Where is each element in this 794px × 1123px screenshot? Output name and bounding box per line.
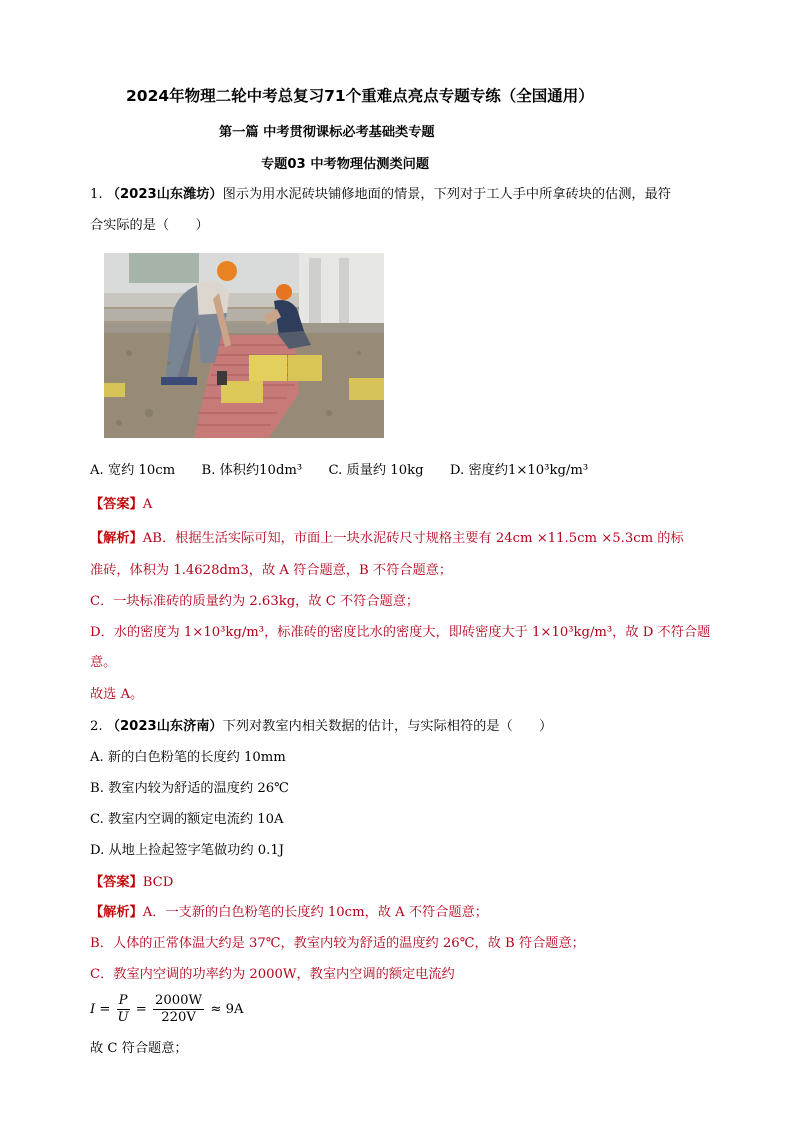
q1-analysis-line4: D．水的密度为 1×10³kg/m³，标准砖的密度比水的密度大，即砖密度大于 1×10³kg/m³，故 D 不符合题: [90, 625, 711, 640]
q2-option-c: C. 教室内空调的额定电流约 10A: [90, 812, 284, 827]
formula-den-u: U: [117, 1010, 129, 1025]
q1-number: 1.: [90, 187, 103, 202]
q1-stem-text: 图示为用水泥砖块铺修地面的情景，下列对于工人手中所拿砖块的估测，最符: [222, 187, 671, 202]
q2-option-b: B. 教室内较为舒适的温度约 26℃: [90, 781, 289, 796]
q2-analysis-line2: B．人体的正常体温大约是 37℃，教室内较为舒适的温度约 26℃，故 B 符合题意；: [90, 936, 585, 951]
current-formula: [90, 993, 243, 1027]
q1-analysis-line1: [90, 530, 684, 548]
q2-analysis-line1: [90, 904, 488, 922]
q2-number: 2.: [90, 719, 103, 734]
q1-options: A. 宽约 10cm B. 体积约10dm³ C. 质量约 10kg D. 密度约1×10³kg/m³: [90, 463, 589, 478]
q1-stem-line2: 合实际的是（ ）: [90, 218, 209, 233]
formula-fraction-pu: [117, 993, 130, 1026]
q2-option-d: D. 从地上捡起签字笔做功约 0.1J: [90, 843, 284, 858]
q1-conclusion: 故选 A。: [90, 687, 144, 702]
analysis-tag: 【解析】: [90, 905, 143, 920]
q1-analysis-line5: 意。: [90, 655, 117, 670]
photo-illustration: [99, 253, 384, 438]
q2-stem: [90, 718, 552, 736]
answer-tag: 【答案】: [90, 875, 143, 890]
q2-stem-text: 下列对教室内相关数据的估计，与实际相符的是（ ）: [222, 719, 553, 734]
q1-answer-line: [90, 496, 152, 514]
formula-num-p: P: [118, 993, 128, 1008]
analysis-tag: 【解析】: [90, 531, 143, 546]
answer-tag: 【答案】: [90, 497, 143, 512]
formula-result: ≈ 9A: [210, 1002, 244, 1017]
q1-source: （2023山东潍坊）: [106, 187, 223, 202]
q1-answer: A: [142, 497, 153, 512]
formula-den-voltage: 220V: [161, 1010, 196, 1025]
formula-num-power: 2000W: [155, 993, 203, 1008]
q2-conclusion: 故 C 符合题意；: [90, 1041, 188, 1056]
q2-analysis-text1: A．一支新的白色粉笔的长度约 10cm，故 A 不符合题意；: [142, 905, 488, 920]
q1-analysis-text1: AB．根据生活实际可知，市面上一块水泥砖尺寸规格主要有 24cm ×11.5cm ×5.3cm 的标: [142, 531, 684, 546]
q2-analysis-line3: C．教室内空调的功率约为 2000W，教室内空调的额定电流约: [90, 967, 455, 982]
q2-option-a: A. 新的白色粉笔的长度约 10mm: [90, 750, 286, 765]
formula-equals: =: [135, 1002, 147, 1017]
q1-stem-line1: [90, 186, 671, 204]
topic-heading: 专题03 中考物理估测类问题: [261, 157, 430, 172]
formula-lhs: I =: [90, 1002, 111, 1017]
document-title: 2024年物理二轮中考总复习71个重难点亮点专题专练（全国通用）: [126, 87, 594, 105]
part-heading: 第一篇 中考贯彻课标必考基础类专题: [219, 125, 435, 140]
q2-source: （2023山东济南）: [106, 719, 223, 734]
q1-analysis-line2: 准砖，体积为 1.4628dm3，故 A 符合题意，B 不符合题意；: [90, 563, 453, 578]
workers-laying-bricks-photo: [99, 253, 384, 438]
formula-fraction-values: [153, 993, 204, 1026]
q2-answer: BCD: [142, 875, 174, 890]
q1-analysis-line3: C．一块标准砖的质量约为 2.63kg，故 C 不符合题意；: [90, 594, 420, 609]
q2-answer-line: [90, 874, 173, 892]
